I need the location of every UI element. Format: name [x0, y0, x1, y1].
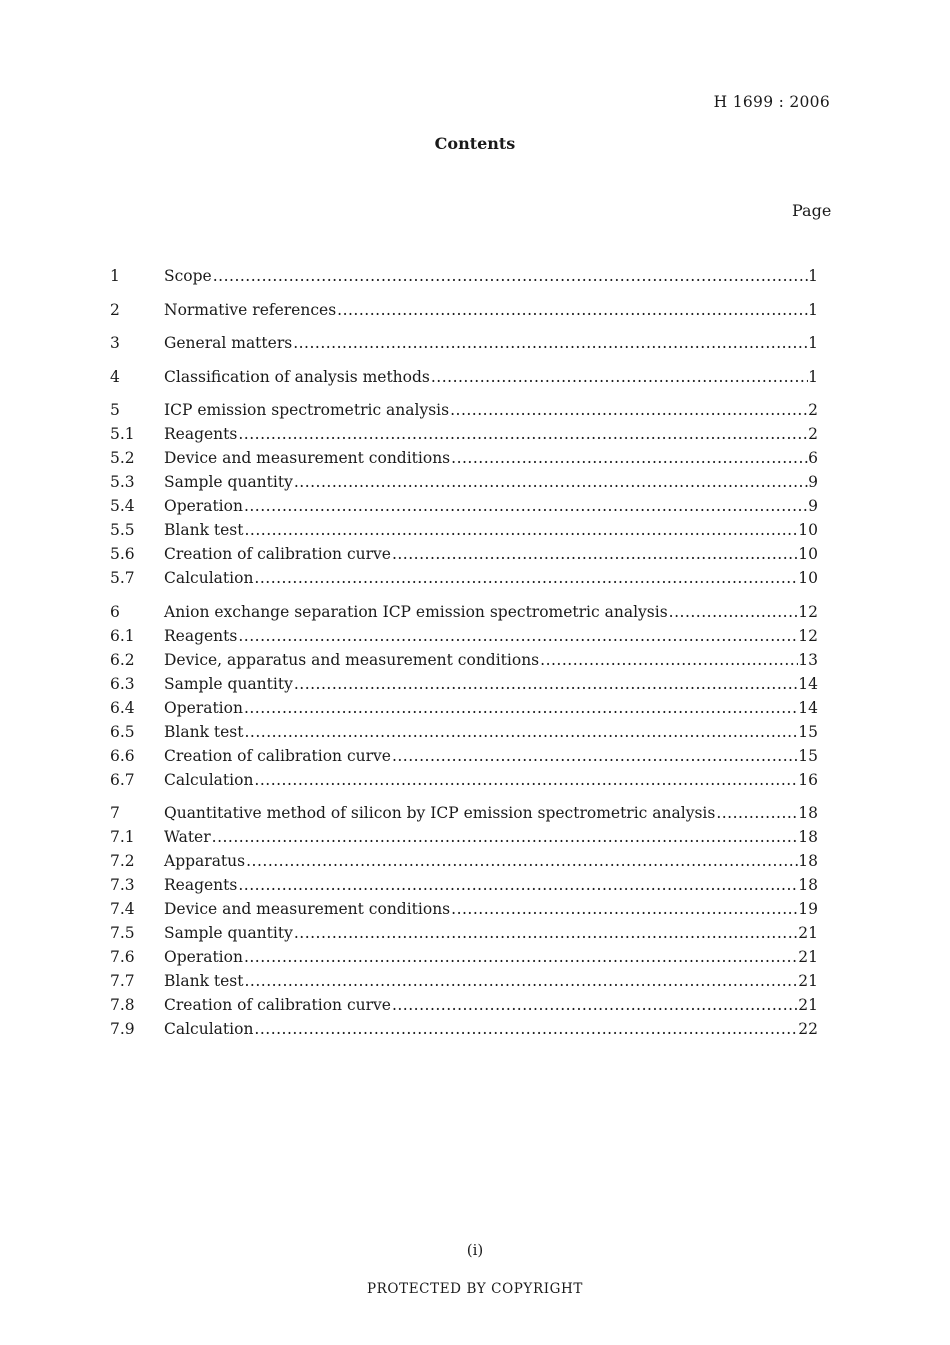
- toc-entry[interactable]: [110, 993, 818, 1017]
- toc-entry-number: 6.6: [110, 746, 135, 765]
- toc-entry[interactable]: [110, 720, 818, 744]
- toc-entry-title: Blank test: [164, 972, 244, 990]
- toc-entry[interactable]: [110, 825, 818, 849]
- toc-entry[interactable]: [110, 648, 818, 672]
- dot-leader: [450, 897, 798, 921]
- toc-entry-title: Reagents: [164, 626, 238, 645]
- toc-entry-number: 6.7: [110, 770, 135, 789]
- toc-entry-number: 7.6: [110, 948, 135, 966]
- toc-entry-number: 5.5: [110, 521, 135, 539]
- toc-entry-page: 10: [798, 521, 818, 539]
- toc-entry[interactable]: [110, 921, 818, 945]
- toc-entry[interactable]: [110, 801, 818, 825]
- toc-entry-title: ICP emission spectrometric analysis: [164, 401, 450, 419]
- toc-entry-number: 5.2: [110, 449, 135, 467]
- toc-entry-number: 6.2: [110, 650, 135, 669]
- dot-leader: [449, 398, 808, 422]
- toc-entry-page: 1: [808, 300, 818, 319]
- toc-entry[interactable]: [110, 298, 818, 322]
- toc-entry-title: General matters: [164, 334, 293, 352]
- dot-leader: [243, 494, 808, 518]
- toc-entry-title: Blank test: [164, 521, 244, 539]
- dot-leader: [243, 969, 798, 993]
- dot-leader: [243, 720, 798, 744]
- dot-leader: [245, 849, 798, 873]
- toc-entry[interactable]: [110, 945, 818, 969]
- toc-entry-title: Operation: [164, 497, 243, 515]
- toc-entry-title: Water: [164, 828, 211, 846]
- toc-entry-page: 21: [798, 924, 818, 942]
- dot-leader: [293, 921, 798, 945]
- toc-entry-title: Operation: [164, 698, 243, 717]
- toc-entry-title: Normative references: [164, 300, 337, 319]
- toc-entry-page: 14: [798, 698, 818, 717]
- dot-leader: [243, 518, 798, 542]
- page-title: Contents: [434, 134, 516, 153]
- toc-entry-title: Creation of calibration curve: [164, 746, 391, 765]
- toc-entry[interactable]: [110, 768, 818, 792]
- toc-entry-page: 12: [798, 626, 818, 645]
- toc-entry-number: 7: [110, 804, 120, 822]
- toc-entry-number: 1: [110, 267, 120, 285]
- toc-entry-page: 6: [808, 449, 818, 467]
- toc-entry[interactable]: [110, 849, 818, 873]
- toc-entry-page: 2: [808, 425, 818, 443]
- toc-entry[interactable]: [110, 422, 818, 446]
- toc-entry-title: Sample quantity: [164, 473, 293, 491]
- toc-entry-title: Blank test: [164, 722, 244, 741]
- toc-entry[interactable]: [110, 873, 818, 897]
- toc-entry-page: 14: [798, 674, 818, 693]
- toc-entry-number: 7.8: [110, 996, 135, 1014]
- toc-entry[interactable]: [110, 744, 818, 768]
- dot-leader: [715, 801, 798, 825]
- toc-entry-title: Anion exchange separation ICP emission spectrometric analysis: [164, 602, 668, 621]
- toc-entry-number: 5.3: [110, 473, 135, 491]
- toc-entry-page: 15: [798, 722, 818, 741]
- toc-entry-title: Calculation: [164, 770, 254, 789]
- toc-entry-page: 1: [808, 267, 818, 285]
- toc-entry[interactable]: [110, 1017, 818, 1041]
- dot-leader: [253, 1017, 798, 1041]
- toc-entry-page: 18: [798, 804, 818, 822]
- toc-entry-title: Device and measurement conditions: [164, 449, 451, 467]
- toc-entry-page: 12: [798, 602, 818, 621]
- dot-leader: [253, 566, 798, 590]
- toc-entry-number: 6.5: [110, 722, 135, 741]
- toc-entry-page: 15: [798, 746, 818, 765]
- toc-entry-page: 21: [798, 996, 818, 1014]
- toc-entry-title: Sample quantity: [164, 674, 293, 693]
- copyright-notice: PROTECTED BY COPYRIGHT: [366, 1281, 584, 1297]
- toc-entry-number: 6.3: [110, 674, 135, 693]
- toc-entry-page: 1: [808, 367, 818, 386]
- toc-entry-number: 7.1: [110, 828, 135, 846]
- toc-entry[interactable]: [110, 446, 818, 470]
- dot-leader: [292, 331, 808, 355]
- toc-entry-title: Reagents: [164, 425, 238, 443]
- toc-entry[interactable]: [110, 398, 818, 422]
- toc-entry-number: 4: [110, 367, 120, 386]
- toc-entry-number: 2: [110, 300, 120, 319]
- toc-entry[interactable]: [110, 600, 818, 624]
- toc-entry-title: Scope: [164, 267, 212, 285]
- toc-entry[interactable]: [110, 518, 818, 542]
- toc-entry-title: Calculation: [164, 569, 254, 587]
- dot-leader: [391, 542, 798, 566]
- dot-leader: [253, 768, 798, 792]
- toc-entry-title: Reagents: [164, 876, 238, 894]
- dot-leader: [668, 600, 799, 624]
- toc-entry-page: 21: [798, 948, 818, 966]
- toc-entry-page: 2: [808, 401, 818, 419]
- page-folio: (i): [466, 1241, 484, 1259]
- toc-entry-page: 18: [798, 876, 818, 894]
- table-of-contents: [110, 264, 818, 1041]
- dot-leader: [211, 825, 799, 849]
- toc-entry[interactable]: [110, 566, 818, 590]
- toc-entry-number: 7.7: [110, 972, 135, 990]
- toc-entry-number: 7.4: [110, 900, 135, 918]
- toc-entry-number: 5.7: [110, 569, 135, 587]
- toc-entry-title: Calculation: [164, 1020, 254, 1038]
- dot-leader: [391, 993, 798, 1017]
- toc-entry-number: 7.9: [110, 1020, 135, 1038]
- toc-entry-title: Apparatus: [164, 852, 246, 870]
- dot-leader: [336, 298, 808, 322]
- toc-entry-page: 19: [798, 900, 818, 918]
- toc-entry[interactable]: [110, 331, 818, 355]
- dot-leader: [237, 873, 798, 897]
- toc-entry-number: 7.5: [110, 924, 135, 942]
- toc-entry-number: 6: [110, 602, 120, 621]
- dot-leader: [293, 672, 798, 696]
- toc-entry-title: Device, apparatus and measurement conditions: [164, 650, 540, 669]
- toc-entry-title: Creation of calibration curve: [164, 996, 391, 1014]
- toc-entry-page: 1: [808, 334, 818, 352]
- toc-entry-title: Creation of calibration curve: [164, 545, 391, 563]
- toc-entry-number: 7.3: [110, 876, 135, 894]
- toc-entry-title: Operation: [164, 948, 243, 966]
- toc-entry-number: 6.4: [110, 698, 135, 717]
- toc-entry-page: 16: [798, 770, 818, 789]
- dot-leader: [293, 470, 808, 494]
- dot-leader: [430, 365, 808, 389]
- toc-entry-number: 5.6: [110, 545, 135, 563]
- dot-leader: [391, 744, 798, 768]
- dot-leader: [539, 648, 798, 672]
- toc-entry[interactable]: [110, 494, 818, 518]
- toc-entry[interactable]: [110, 696, 818, 720]
- toc-entry[interactable]: [110, 365, 818, 389]
- toc-entry-page: 21: [798, 972, 818, 990]
- toc-entry-page: 22: [798, 1020, 818, 1038]
- document-id: H 1699 : 2006: [713, 93, 830, 111]
- toc-entry-page: 18: [798, 852, 818, 870]
- toc-entry-page: 18: [798, 828, 818, 846]
- toc-entry-number: 3: [110, 334, 120, 352]
- toc-entry-number: 6.1: [110, 626, 135, 645]
- toc-entry[interactable]: [110, 542, 818, 566]
- dot-leader: [243, 945, 798, 969]
- dot-leader: [450, 446, 808, 470]
- toc-entry-page: 10: [798, 569, 818, 587]
- toc-entry-number: 5.4: [110, 497, 135, 515]
- toc-entry-page: 9: [808, 473, 818, 491]
- page-column-label: Page: [792, 201, 832, 220]
- toc-entry-title: Classification of analysis methods: [164, 367, 430, 386]
- toc-entry-page: 10: [798, 545, 818, 563]
- toc-entry[interactable]: [110, 624, 818, 648]
- dot-leader: [243, 696, 798, 720]
- toc-entry[interactable]: [110, 470, 818, 494]
- toc-entry[interactable]: [110, 897, 818, 921]
- toc-entry-page: 13: [798, 650, 818, 669]
- toc-entry-page: 9: [808, 497, 818, 515]
- dot-leader: [212, 264, 808, 288]
- toc-entry-title: Device and measurement conditions: [164, 900, 451, 918]
- toc-entry[interactable]: [110, 264, 818, 288]
- toc-entry[interactable]: [110, 969, 818, 993]
- toc-entry[interactable]: [110, 672, 818, 696]
- dot-leader: [237, 624, 798, 648]
- toc-entry-number: 7.2: [110, 852, 135, 870]
- dot-leader: [237, 422, 808, 446]
- toc-entry-number: 5.1: [110, 425, 135, 443]
- toc-entry-title: Quantitative method of silicon by ICP emission spectrometric analysis: [164, 804, 716, 822]
- toc-entry-title: Sample quantity: [164, 924, 293, 942]
- toc-entry-number: 5: [110, 401, 120, 419]
